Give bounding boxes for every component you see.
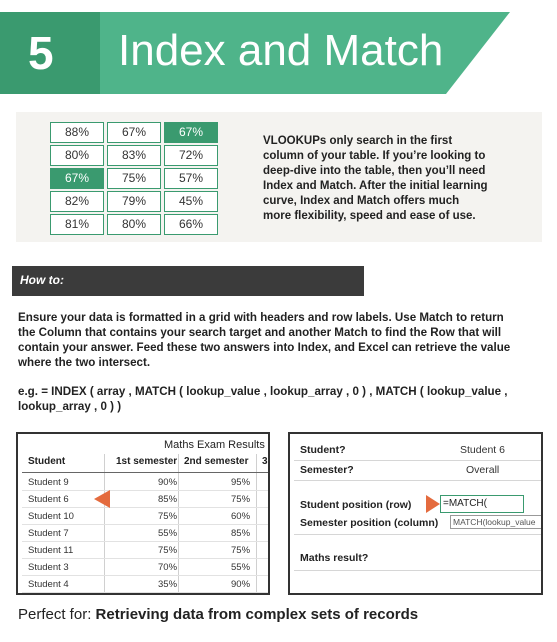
intro-line: VLOOKUPs only search in the first [263, 135, 453, 147]
formula-cell[interactable]: =MATCH( [440, 495, 524, 513]
semester-question-label: Semester? [300, 464, 354, 476]
student-value: Student 6 [460, 444, 505, 456]
caption-emphasis: Retrieving data from complex sets of records [95, 606, 419, 623]
student-cell: Student 7 [28, 528, 69, 539]
table-row [22, 542, 268, 559]
steps-line: where the two intersect. [18, 356, 151, 369]
intro-panel [16, 112, 542, 242]
score-cell: 75% [231, 545, 251, 556]
score-cell: 75% [231, 494, 251, 505]
student-cell: Student 6 [28, 494, 69, 505]
grid-cell: 80% [107, 214, 161, 235]
intro-line: column of your table. If you’re looking to [263, 150, 486, 162]
score-cell: 90% [158, 477, 178, 488]
formula-tooltip: MATCH(lookup_value [450, 515, 543, 529]
score-cell: 85% [231, 528, 251, 539]
howto-label: How to: [20, 273, 64, 287]
row-divider [294, 570, 543, 571]
student-question-label: Student? [300, 444, 346, 456]
grid-cell-highlight: 67% [50, 168, 104, 189]
row-divider [294, 480, 543, 481]
row-position-label: Student position (row) [300, 499, 412, 511]
grid-cell: 83% [107, 145, 161, 166]
score-cell: 55% [231, 562, 251, 573]
result-question-label: Maths result? [300, 552, 369, 564]
cell-pointer-icon [426, 495, 440, 513]
semester-value: Overall [466, 464, 500, 476]
score-cell: 90% [231, 579, 251, 590]
steps-line: Ensure your data is formatted in a grid with headers and row labels. Use Match to return [18, 311, 504, 324]
steps-line: contain your answer. Feed these two answers into Index, and Excel can retrieve the value [18, 341, 511, 354]
score-cell: 70% [158, 562, 178, 573]
column-header: Student [28, 456, 66, 467]
section-number: 5 [28, 27, 54, 79]
table-row [22, 525, 268, 542]
score-cell: 60% [231, 511, 251, 522]
table-row [22, 576, 268, 593]
example-line: lookup_array , 0 ) ) [18, 400, 122, 413]
lookup-sheet [288, 432, 543, 595]
grid-cell: 75% [107, 168, 161, 189]
table-row [22, 474, 268, 491]
intro-line: deep-dive into the table, then you’ll need [263, 165, 486, 177]
table-row [22, 491, 268, 508]
row-divider [294, 534, 543, 535]
sheet-title: Maths Exam Results [164, 439, 265, 451]
score-cell: 75% [158, 511, 178, 522]
example-line: e.g. = INDEX ( array , MATCH ( lookup_value , lookup_array , 0 ) , MATCH ( lookup_value , [18, 385, 508, 398]
score-cell: 75% [158, 545, 178, 556]
grid-cell: 72% [164, 145, 218, 166]
student-cell: Student 10 [28, 511, 74, 522]
howto-header [12, 266, 364, 296]
section-banner [0, 12, 557, 94]
table-row [22, 559, 268, 576]
column-position-label: Semester position (column) [300, 517, 439, 529]
grid-cell: 80% [50, 145, 104, 166]
row-pointer-icon [94, 490, 110, 508]
grid-cell: 66% [164, 214, 218, 235]
grid-cell: 45% [164, 191, 218, 212]
steps-line: the Column that contains your search target and another Match to find the Row that will [18, 326, 502, 339]
section-title: Index and Match [118, 26, 444, 75]
intro-line: curve, Index and Match offers much [263, 195, 460, 207]
column-header: 1st semester [116, 456, 178, 467]
intro-description [263, 134, 535, 224]
score-cell: 85% [158, 494, 178, 505]
grid-cell: 81% [50, 214, 104, 235]
grid-cell-highlight: 67% [164, 122, 218, 143]
exam-results-sheet [16, 432, 270, 595]
score-cell: 35% [158, 579, 178, 590]
grid-cell: 79% [107, 191, 161, 212]
score-cell: 55% [158, 528, 178, 539]
caption-prefix: Perfect for: [18, 606, 96, 623]
intro-line: Index and Match. After the initial learning [263, 180, 488, 192]
howto-steps [18, 310, 538, 370]
student-cell: Student 3 [28, 562, 69, 573]
column-header: 2nd semester [184, 456, 249, 467]
row-divider [294, 460, 543, 461]
grid-cell: 67% [107, 122, 161, 143]
perfect-for-caption [18, 606, 418, 623]
intro-line: more flexibility, speed and ease of use. [263, 210, 476, 222]
table-row [22, 508, 268, 525]
column-header: 3 [262, 456, 268, 467]
score-cell: 95% [231, 477, 251, 488]
grid-cell: 57% [164, 168, 218, 189]
student-cell: Student 11 [28, 545, 74, 556]
grid-cell: 82% [50, 191, 104, 212]
student-cell: Student 9 [28, 477, 69, 488]
student-cell: Student 4 [28, 579, 69, 590]
grid-cell: 88% [50, 122, 104, 143]
formula-example [18, 384, 538, 414]
header-divider [22, 472, 270, 473]
